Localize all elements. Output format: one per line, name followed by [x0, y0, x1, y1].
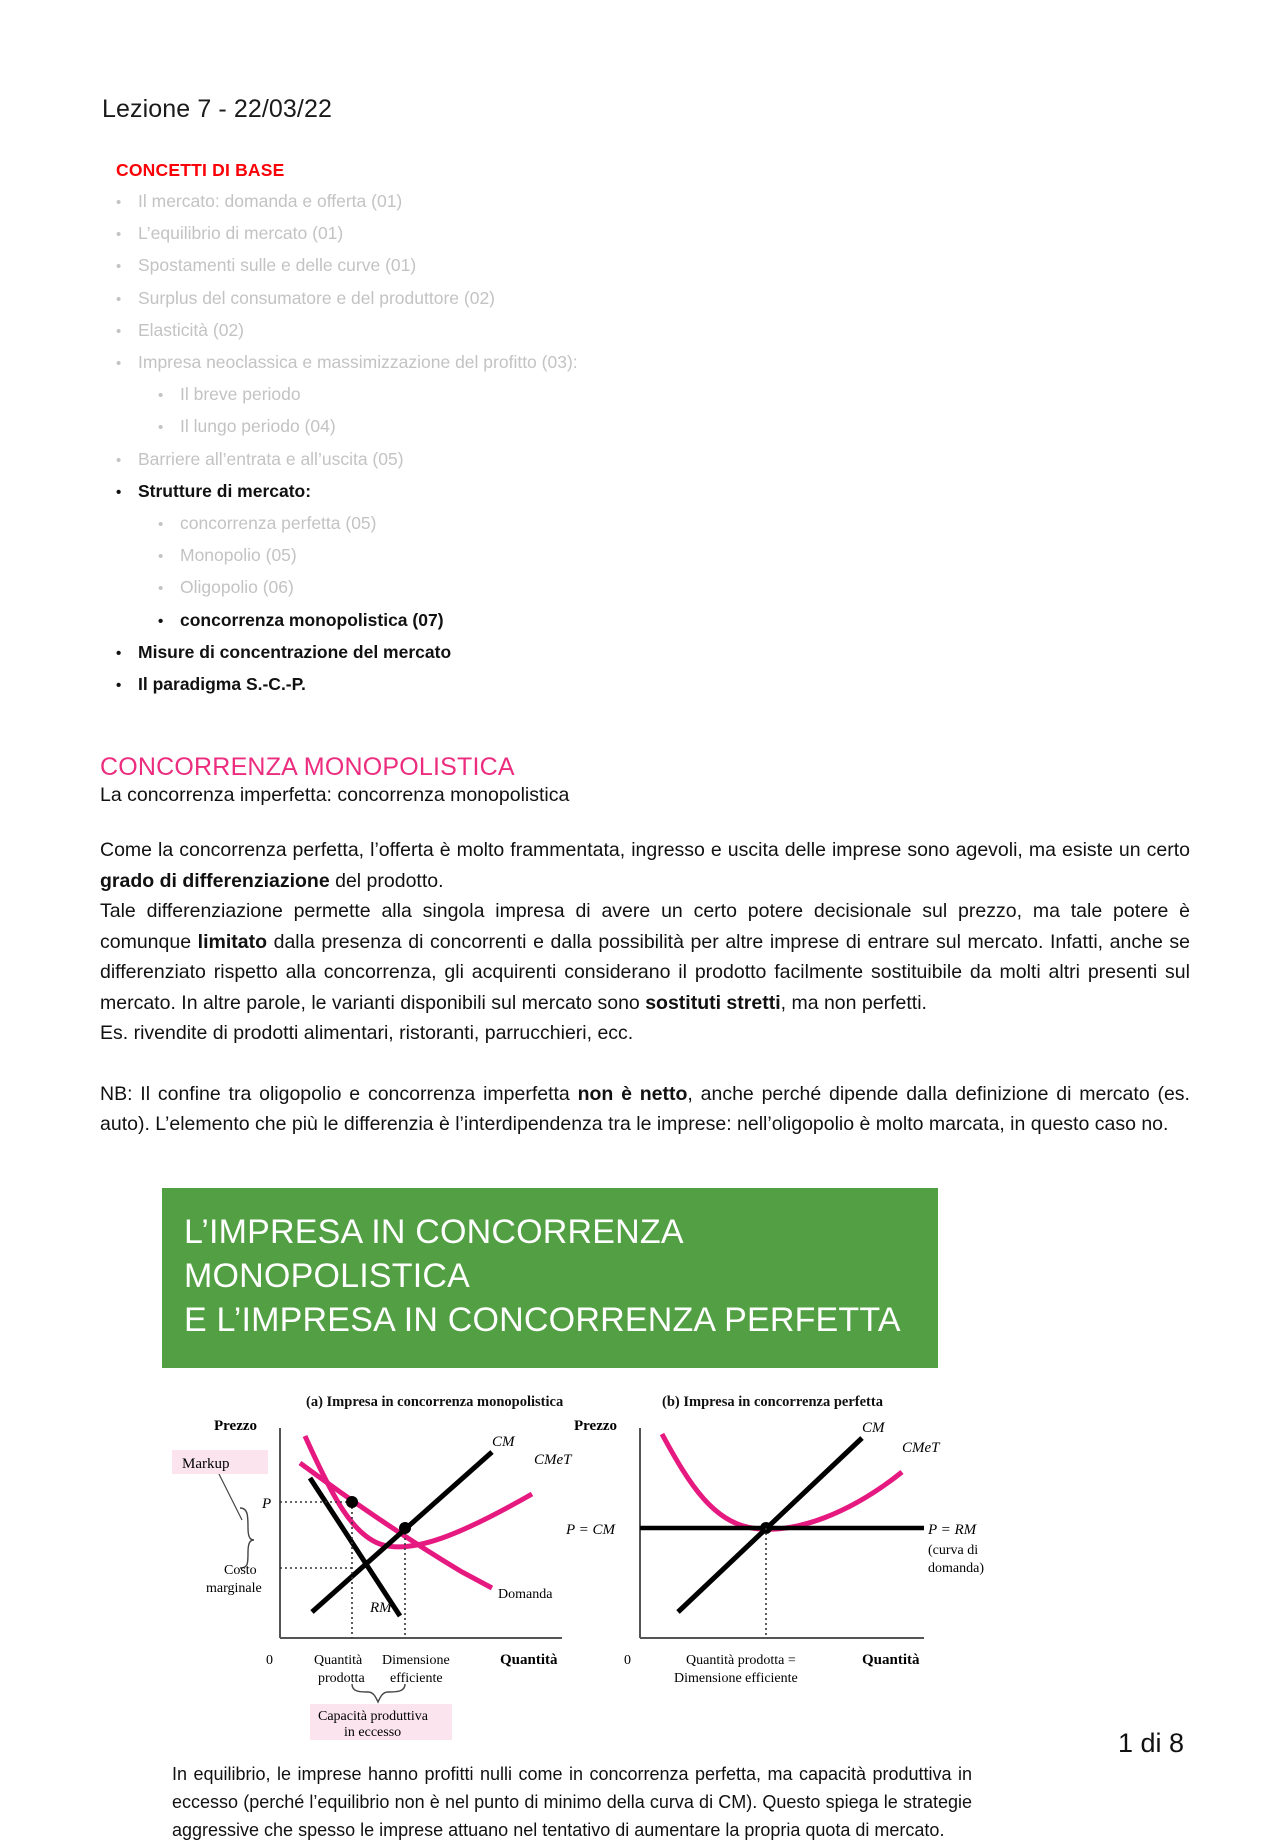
bullet-icon: • — [116, 677, 122, 695]
economics-diagram — [162, 1416, 984, 1740]
panel-b-y-axis-label: Prezzo — [574, 1417, 618, 1434]
bullet-icon: • — [158, 387, 164, 405]
para2-part3: , ma non perfetti. — [780, 991, 927, 1014]
banner-line-1: L’IMPRESA IN CONCORRENZA MONOPOLISTICA — [184, 1212, 682, 1295]
panel-a-markup-leader — [218, 1472, 242, 1520]
panel-a-efficient-dot — [399, 1522, 411, 1534]
panel-a-markup-label: Markup — [182, 1455, 230, 1472]
banner-line-2: E L’IMPRESA IN CONCORRENZA PERFETTA — [184, 1300, 901, 1339]
outline-item — [116, 186, 1190, 218]
paragraph-2 — [100, 896, 1190, 1018]
panel-a-demand-curve — [300, 1463, 492, 1588]
para4-bold: non è netto — [577, 1082, 688, 1105]
outline-item-label: Elasticità (02) — [138, 319, 245, 340]
panel-b-prm-label: P = RM — [928, 1521, 977, 1538]
section-subtitle: La concorrenza imperfetta: concorrenza monopolistica — [100, 784, 570, 807]
para1-part1: Come la concorrenza perfetta, l’offerta è molto frammentata, ingresso e uscita delle imprese sono agevoli, ma esiste un certo — [100, 839, 1190, 862]
outline-item-label: Monopolio (05) — [180, 545, 297, 566]
paragraph-4 — [100, 1079, 1190, 1140]
panel-b-x-axis-label: Quantità — [862, 1651, 920, 1668]
outline-item — [116, 476, 1190, 508]
para4-part1: NB: Il confine tra oligopolio e concorrenza imperfetta — [100, 1082, 578, 1105]
figure-note: In equilibrio, le imprese hanno profitti nulli come in concorrenza perfetta, ma capacità produttiva in eccesso (perché l’equilibrio non è nel punto di minimo della curva di CM). Questo spiega le strategie aggressive che spesso le imprese attuano nel tentativo di aumentare la propria quota di mercato. — [172, 1763, 972, 1840]
panel-a-excess-label-1: Capacità produttiva — [318, 1708, 429, 1724]
bullet-icon: • — [158, 548, 164, 566]
panel-b-cm-label: CM — [862, 1419, 885, 1436]
outline-item-label: Il lungo periodo (04) — [180, 416, 336, 437]
bullet-icon: • — [116, 194, 122, 211]
outline-item-label: Il mercato: domanda e offerta (01) — [138, 191, 403, 211]
outline-item — [116, 540, 1190, 572]
page-number: 1 di 8 — [1117, 1728, 1184, 1758]
para2-part2: dalla presenza di concorrenti e dalla possibilità per altre imprese di entrare sul mercato. Infatti, anche se differenziato rispetto alla concorrenza, gli acquirenti considerano il prodotto facilmente sostituibile da molti altri presenti sul mercato. In altre parole, le varianti disponibili sul mercato sono — [100, 930, 1190, 1014]
outline-item-label: Il paradigma S.-C.-P. — [138, 674, 306, 695]
bullet-icon: • — [116, 483, 122, 501]
para1-bold: grado di differenziazione — [100, 869, 330, 892]
outline-item — [116, 250, 1190, 282]
bullet-icon: • — [158, 419, 164, 437]
outline-list — [116, 160, 1190, 701]
panel-a-qty-label-2: prodotta — [318, 1670, 365, 1686]
section-heading: CONCORRENZA MONOPOLISTICA — [100, 753, 515, 782]
outline-item-label: Impresa neoclassica e massimizzazione del profitto (03): — [138, 352, 578, 373]
panel-a-eff-label-1: Dimensione — [382, 1652, 450, 1668]
outline-item — [116, 605, 1190, 637]
outline-item-label: L’equilibrio di mercato (01) — [138, 223, 344, 244]
outline-item-label: concorrenza perfetta (05) — [180, 513, 377, 534]
bullet-icon: • — [116, 290, 122, 308]
panel-b-demand-label-1: (curva di — [928, 1542, 979, 1558]
outline-item — [116, 347, 1190, 379]
bullet-icon: • — [116, 451, 122, 469]
bullet-icon: • — [116, 322, 122, 340]
panel-a-price-label: P — [262, 1495, 272, 1512]
outline-item-label: Surplus del consumatore e del produttore (02) — [138, 287, 496, 308]
panel-a-qty-label-1: Quantità — [314, 1652, 363, 1668]
bullet-icon: • — [158, 516, 164, 534]
outline-heading: CONCETTI DI BASE — [116, 160, 285, 180]
outline-item — [116, 283, 1190, 315]
panel-b-price-label: P = CM — [566, 1521, 616, 1538]
panel-a-title: (a) Impresa in concorrenza monopolistica — [306, 1393, 564, 1410]
panel-b-cmet-label: CMeT — [902, 1439, 940, 1456]
panel-a-excess-label-2: in eccesso — [344, 1724, 402, 1740]
bullet-icon: • — [116, 258, 122, 276]
bullet-icon: • — [116, 355, 122, 373]
panel-a-eff-label-2: efficiente — [390, 1670, 443, 1686]
panel-b-demand-label-2: domanda) — [928, 1560, 984, 1576]
panel-b-origin-label: 0 — [624, 1652, 631, 1668]
panel-a-y-axis-label: Prezzo — [214, 1417, 258, 1434]
outline-item-label: Barriere all’entrata e all’uscita (05) — [138, 448, 404, 469]
panel-b-chart — [640, 1428, 924, 1638]
panel-a-cm-label: CM — [492, 1433, 515, 1450]
panel-a-x-axis-label: Quantità — [500, 1651, 558, 1668]
outline-item-label: Il breve periodo — [180, 384, 301, 405]
paragraph-3: Es. rivendite di prodotti alimentari, ristoranti, parrucchieri, ecc. — [100, 1022, 634, 1045]
panel-a-cost-label-1: Costo — [224, 1562, 257, 1578]
outline-item — [116, 508, 1190, 540]
para4-part2: , anche perché dipende dalla definizione di mercato (es. auto). L’elemento che più le differenzia è l’interdipendenza tra le imprese: nell’oligopolio è molto marcata, in questo caso no. — [100, 1082, 1190, 1136]
para2-bold1: limitato — [197, 930, 268, 953]
paragraph-1 — [100, 835, 1190, 896]
outline-item-label: Strutture di mercato: — [138, 480, 312, 501]
outline-item-label: Misure di concentrazione del mercato — [138, 641, 452, 662]
outline-item-label: Spostamenti sulle e delle curve (01) — [138, 255, 417, 276]
panel-b-title: (b) Impresa in concorrenza perfetta — [662, 1393, 883, 1410]
para2-part1: Tale differenziazione permette alla singola impresa di avere un certo potere decisionale sul prezzo, ma tale potere è comunque — [100, 900, 1190, 953]
panel-a-equilibrium-dot — [346, 1496, 358, 1508]
outline-item — [116, 637, 1190, 669]
outline-item — [116, 572, 1190, 604]
bullet-icon: • — [158, 612, 164, 630]
panel-a-origin-label: 0 — [266, 1652, 273, 1668]
outline-item-label: Oligopolio (06) — [180, 577, 294, 598]
outline-item — [116, 669, 1190, 701]
bullet-icon: • — [158, 580, 164, 598]
panel-b-qty-label-1: Quantità prodotta = — [686, 1652, 796, 1668]
panel-b-qty-label-2: Dimensione efficiente — [674, 1670, 798, 1686]
figure-block — [162, 1188, 984, 1740]
panel-a-cost-label-2: marginale — [206, 1580, 262, 1596]
charts-area — [162, 1393, 984, 1740]
outline-item — [116, 218, 1190, 250]
outline-item — [116, 444, 1190, 476]
outline-item — [116, 379, 1190, 411]
outline-item-label: concorrenza monopolistica (07) — [180, 609, 444, 630]
bullet-icon: • — [116, 226, 122, 244]
para2-bold2: sostituti stretti — [645, 991, 781, 1014]
panel-a-demand-label: Domanda — [498, 1586, 553, 1602]
bullet-icon: • — [116, 644, 122, 662]
panel-a-rm-label: RM — [370, 1599, 392, 1616]
para1-part2: del prodotto. — [329, 869, 444, 892]
outline-item — [116, 411, 1190, 443]
page-title: Lezione 7 - 22/03/22 — [102, 95, 332, 123]
outline-item — [116, 315, 1190, 347]
panel-a-excess-brace — [352, 1684, 405, 1702]
figure-banner — [162, 1188, 938, 1368]
panel-a-cmet-label: CMeT — [534, 1451, 572, 1468]
panel-a-markup-brace — [240, 1508, 254, 1568]
